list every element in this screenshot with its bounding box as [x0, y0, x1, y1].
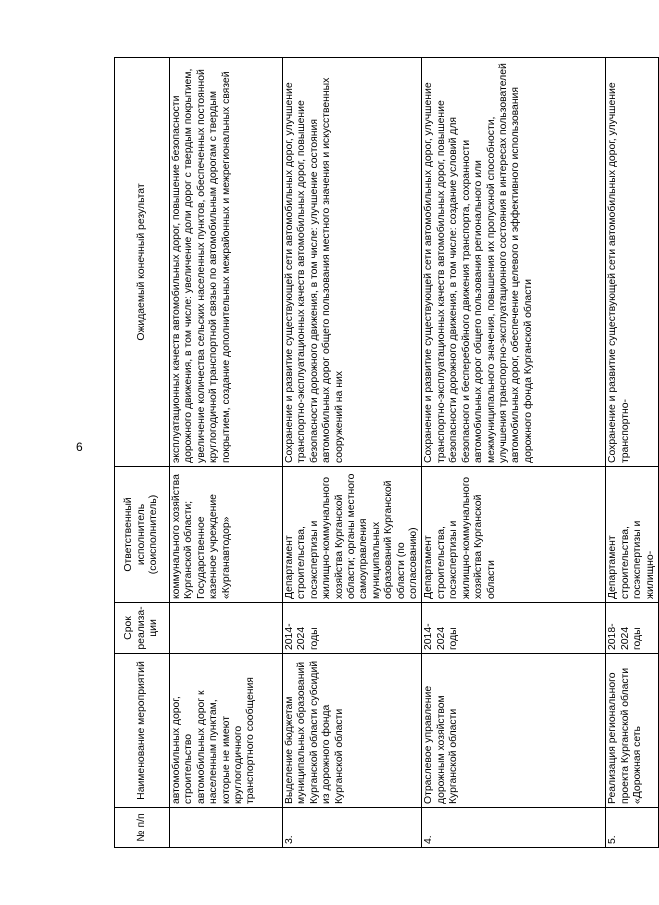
table-row — [283, 58, 422, 848]
rotated-page — [114, 58, 656, 848]
cell-num: 4. — [422, 808, 606, 848]
table-header-row — [115, 58, 170, 848]
page-number: 6 — [76, 440, 83, 454]
header-term: Срок реализа-ции — [115, 603, 170, 654]
cell-result: Сохранение и развитие существующей сети автомобильных дорог, улучшение транспортно- — [606, 58, 659, 467]
cell-term: 2018-2024 годы — [606, 603, 659, 654]
cell-num — [170, 808, 283, 848]
table-row — [422, 58, 606, 848]
cell-executor: Департамент строительства, госэкспертизы и жилищно- — [606, 467, 659, 603]
activities-table — [114, 57, 659, 848]
table-row — [606, 58, 659, 848]
cell-name: Отраслевое управление дорожным хозяйством Курганской области — [422, 654, 606, 808]
cell-num: 3. — [283, 808, 422, 848]
header-result: Ожидаемый конечный результат — [115, 58, 170, 467]
cell-executor: коммунального хозяйства Курганской области; Государственное казенное учреждение «Курганавтодор» — [170, 467, 283, 603]
cell-result: эксплуатационных качеств автомобильных дорог, повышение безопасности дорожного движения, в том числе: увеличение доли дорог с твердым покрытием, увеличение количества сельских населенных пунктов, обеспеченных постоянной круглогодичной транспортной связью по автомобильным дорогам с твердым покрытием, создание дополнительных межрайонных и межрегиональных связей — [170, 58, 283, 467]
cell-name: Выделение бюджетам муниципальных образований Курганской области субсидий из дорожного фонда Курганской области — [283, 654, 422, 808]
cell-result: Сохранение и развитие существующей сети автомобильных дорог, улучшение транспортно-эксплуатационных качеств автомобильных дорог, повышение безопасности дорожного движения, в том числе: создание условий для безопасного и бесперебойного движения транспорта, сохранности автомобильных дорог общего пользования регионального или межмуниципального значения, повышения их пропускной способности, улучшения транспортно-эксплуатационного состояния в интересах пользователей автомобильных дорог, обеспечение целевого и эффективного использования дорожного фонда Курганской области — [422, 58, 606, 467]
header-num: № п/п — [115, 808, 170, 848]
cell-term: 2014-2024 годы — [422, 603, 606, 654]
header-executor: Ответственный исполнитель (соисполнитель) — [115, 467, 170, 603]
table-row — [170, 58, 283, 848]
cell-executor: Департамент строительства, госэкспертизы и жилищно-коммунального хозяйства Курганской области; органы местного самоуправления муниципальных образований Курганской области (по согласованию) — [283, 467, 422, 603]
cell-name: автомобильных дорог, строительство автомобильных дорог к населенным пунктам, которые не имеют круглогодичного транспортного сообщения — [170, 654, 283, 808]
cell-result: Сохранение и развитие существующей сети автомобильных дорог, улучшение транспортно-эксплуатационных качеств автомобильных дорог, повышение безопасности дорожного движения, в том числе: улучшение состояния автомобильных дорог общего пользования местного значения и искусственных сооружений на них — [283, 58, 422, 467]
cell-name: Реализация регионального проекта Курганской области «Дорожная сеть — [606, 654, 659, 808]
cell-term: 2014-2024 годы — [283, 603, 422, 654]
cell-term — [170, 603, 283, 654]
header-name: Наименование мероприятий — [115, 654, 170, 808]
cell-num: 5. — [606, 808, 659, 848]
cell-executor: Департамент строительства, госэкспертизы и жилищно-коммунального хозяйства Курганской области — [422, 467, 606, 603]
